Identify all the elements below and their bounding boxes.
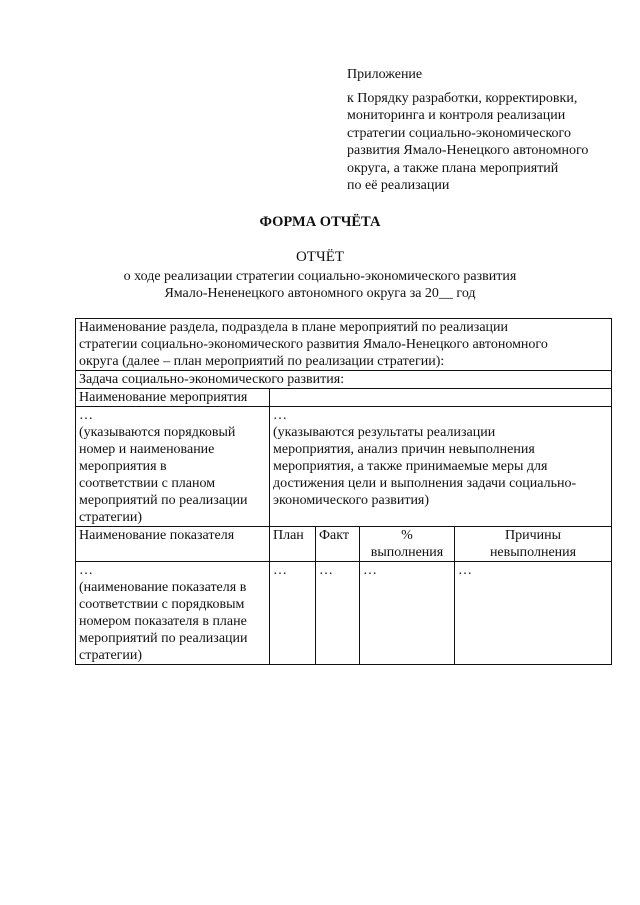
indicator-name-cell: … (наименование показателя в соответствии с порядковым номером показателя в плане мероприятий по реализации стратегии) [76, 562, 270, 665]
report-title: ОТЧЁТ [295, 249, 345, 265]
plan-cell: … [270, 562, 316, 665]
percent-header: % выполнения [360, 527, 455, 562]
activity-header-empty-cell [270, 389, 612, 407]
task-row [76, 371, 612, 389]
appendix-line-6: по её реализации [347, 178, 450, 193]
report-form-table [75, 318, 612, 665]
form-title: ФОРМА ОТЧЁТА [259, 214, 381, 230]
section-row [76, 319, 612, 371]
reasons-header: Причины невыполнения [455, 527, 612, 562]
appendix-line-2: мониторинга и контроля реализации [347, 108, 566, 123]
appendix-line-3: стратегии социально-экономического [347, 125, 571, 141]
section-cell: Наименование раздела, подраздела в плане мероприятий по реализации стратегии социально-экономического развития Ямало-Ненецкого автономного округа (далее – план мероприятий по реализации стратегии): [76, 319, 612, 371]
indicator-header-row [76, 527, 612, 562]
appendix-line-1: к Порядку разработки, корректировки, [347, 90, 578, 106]
indicator-name-header: Наименование показателя [76, 527, 270, 562]
appendix-heading: Приложение [347, 67, 423, 82]
fact-cell: … [316, 562, 360, 665]
activity-content-row [76, 407, 612, 527]
activity-right-cell: … (указываются результаты реализации мероприятия, анализ причин невыполнения мероприятия, а также принимаемые меры для достижения цели и выполнения задачи социально- экономического развития) [270, 407, 612, 527]
indicator-row [76, 562, 612, 665]
appendix-line-4: развития Ямало-Ненецкого автономного [347, 143, 589, 158]
activity-header-cell: Наименование мероприятия [76, 389, 270, 407]
task-cell: Задача социально-экономического развития: [76, 371, 612, 389]
activity-header-row [76, 389, 612, 407]
appendix-note [347, 66, 627, 195]
appendix-line-5: округа, а также плана мероприятий [347, 160, 559, 176]
activity-left-cell: … (указываются порядковый номер и наименование мероприятия в соответствии с планом мероприятий по реализации стратегии) [76, 407, 270, 527]
report-heading [0, 249, 640, 303]
plan-header: План [270, 527, 316, 562]
reasons-cell: … [455, 562, 612, 665]
fact-header: Факт [316, 527, 360, 562]
percent-cell: … [360, 562, 455, 665]
report-subtitle-line-1: о ходе реализации стратегии социально-экономического развития [123, 268, 517, 284]
report-subtitle-line-2: Ямало-Нененецкого автономного округа за 20__ год [164, 286, 476, 301]
